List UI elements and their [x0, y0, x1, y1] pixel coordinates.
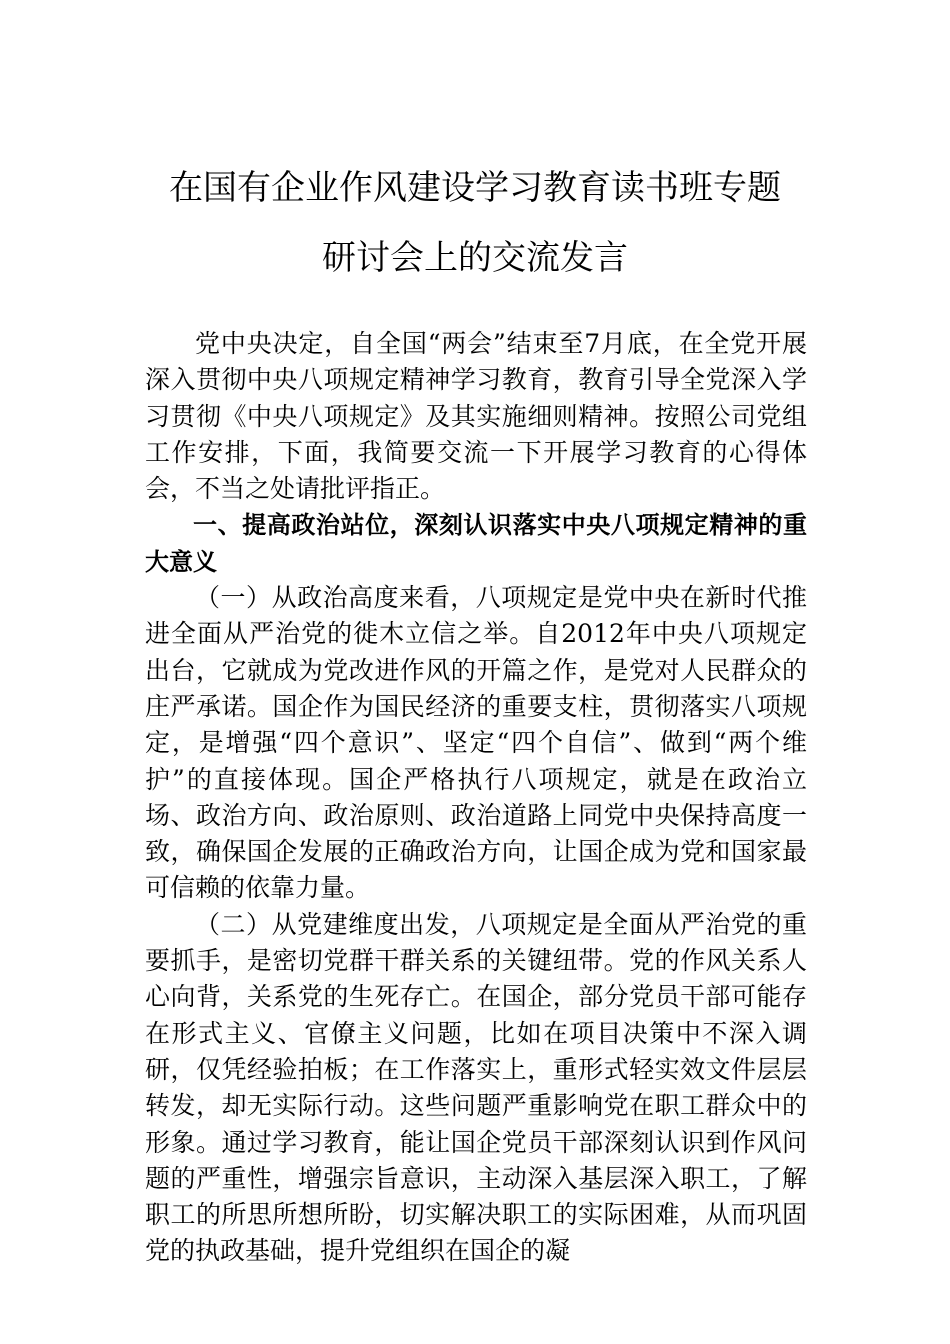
subsection-paragraph-2: （二）从党建维度出发，八项规定是全面从严治党的重要抓手，是密切党群干群关系的关键纽带。党的作风关系人心向背，关系党的生死存亡。在国企，部分党员干部可能存在形式主义、官僚主义问题，比如在项目决策中不深入调研，仅凭经验拍板；在工作落实上，重形式轻实效文件层层转发，却无实际行动。这些问题严重影响党在职工群众中的形象。通过学习教育，能让国企党员干部深刻认识到作风问题的严重性，增强宗旨意识，主动深入基层深入职工，了解职工的所思所想所盼，切实解决职工的实际困难，从而巩固党的执政基础，提升党组织在国企的凝: [145, 909, 807, 1266]
subsection-paragraph-1: （一）从政治高度来看，八项规定是党中央在新时代推进全面从严治党的徙木立信之举。自2012年中央八项规定出台，它就成为党改进作风的开篇之作，是党对人民群众的庄严承诺。国企作为国民经济的重要支柱，贯彻落实八项规定，是增强“四个意识”、坚定“四个自信”、做到“两个维护”的直接体现。国企严格执行八项规定，就是在政治立场、政治方向、政治原则、政治道路上同党中央保持高度一致，确保国企发展的正确政治方向，让国企成为党和国家最可信赖的依靠力量。: [145, 583, 807, 903]
section-heading-1: 一、提高政治站位，深刻认识落实中央八项规定精神的重大意义: [145, 511, 807, 576]
document-title-line-2: 研讨会上的交流发言: [322, 238, 628, 278]
document-title-line-1: 在国有企业作风建设学习教育读书班专题: [169, 168, 781, 208]
intro-paragraph: 党中央决定，自全国“两会”结束至7月底，在全党开展深入贯彻中央八项规定精神学习教育，教育引导全党深入学习贯彻《中央八项规定》及其实施细则精神。按照公司党组工作安排，下面，我简要交流一下开展学习教育的心得体会，不当之处请批评指正。: [145, 329, 807, 504]
document-body: [145, 326, 807, 1270]
